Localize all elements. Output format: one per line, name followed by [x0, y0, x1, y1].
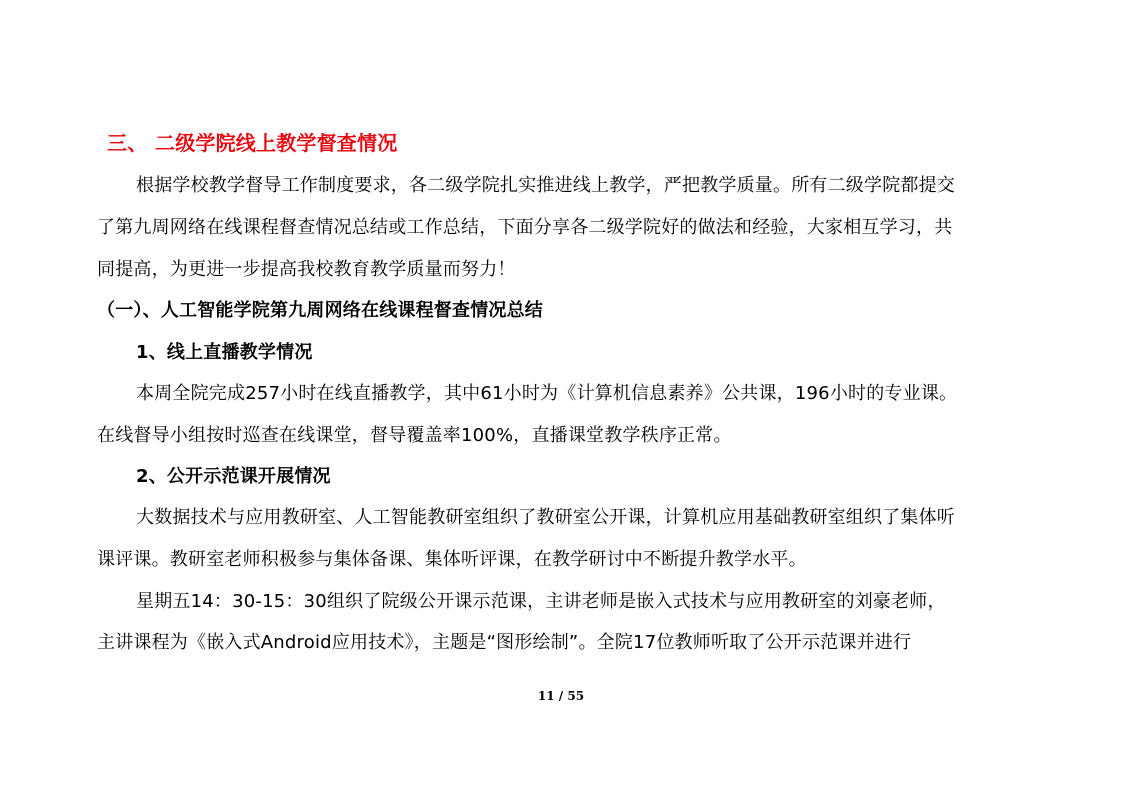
- intro-paragraph-line-2: 了第九周网络在线课程督查情况总结或工作总结，下面分享各二级学院好的做法和经验，大家相互学习，共: [97, 217, 953, 238]
- section-heading: [107, 130, 1047, 156]
- item2-paragraph-line-3: 星期五14：30-15：30组织了院级公开课示范课，主讲老师是嵌入式技术与应用教研室的刘豪老师，: [136, 591, 946, 612]
- intro-paragraph-line-1: 根据学校教学督导工作制度要求，各二级学院扎实推进线上教学，严把教学质量。所有二级学院都提交: [136, 175, 955, 196]
- item1-paragraph-line-1: 本周全院完成257小时在线直播教学，其中61小时为《计算机信息素养》公共课，196小时的专业课。: [136, 383, 958, 404]
- item2-paragraph-line-1: 大数据技术与应用教研室、人工智能教研室组织了教研室公开课，计算机应用基础教研室组织了集体听: [136, 507, 955, 528]
- section-number: 三、: [107, 131, 148, 155]
- subsection-heading: （一）、人工智能学院第九周网络在线课程督查情况总结: [97, 300, 543, 321]
- intro-paragraph-line-3: 同提高，为更进一步提高我校教育教学质量而努力！: [97, 259, 516, 280]
- item1-heading: 1、线上直播教学情况: [136, 342, 313, 363]
- section-title: 二级学院线上教学督查情况: [155, 131, 398, 155]
- item2-paragraph-line-2: 课评课。教研室老师积极参与集体备课、集体听评课，在教学研讨中不断提升教学水平。: [97, 549, 807, 570]
- item2-paragraph-line-4: 主讲课程为《嵌入式Android应用技术》，主题是“图形绘制”。全院17位教师听取了公开示范课并进行: [97, 632, 912, 653]
- item1-paragraph-line-2: 在线督导小组按时巡查在线课堂，督导覆盖率100%，直播课堂教学秩序正常。: [97, 425, 732, 446]
- page-number: 11 / 55: [537, 689, 585, 703]
- item2-heading: 2、公开示范课开展情况: [136, 466, 331, 487]
